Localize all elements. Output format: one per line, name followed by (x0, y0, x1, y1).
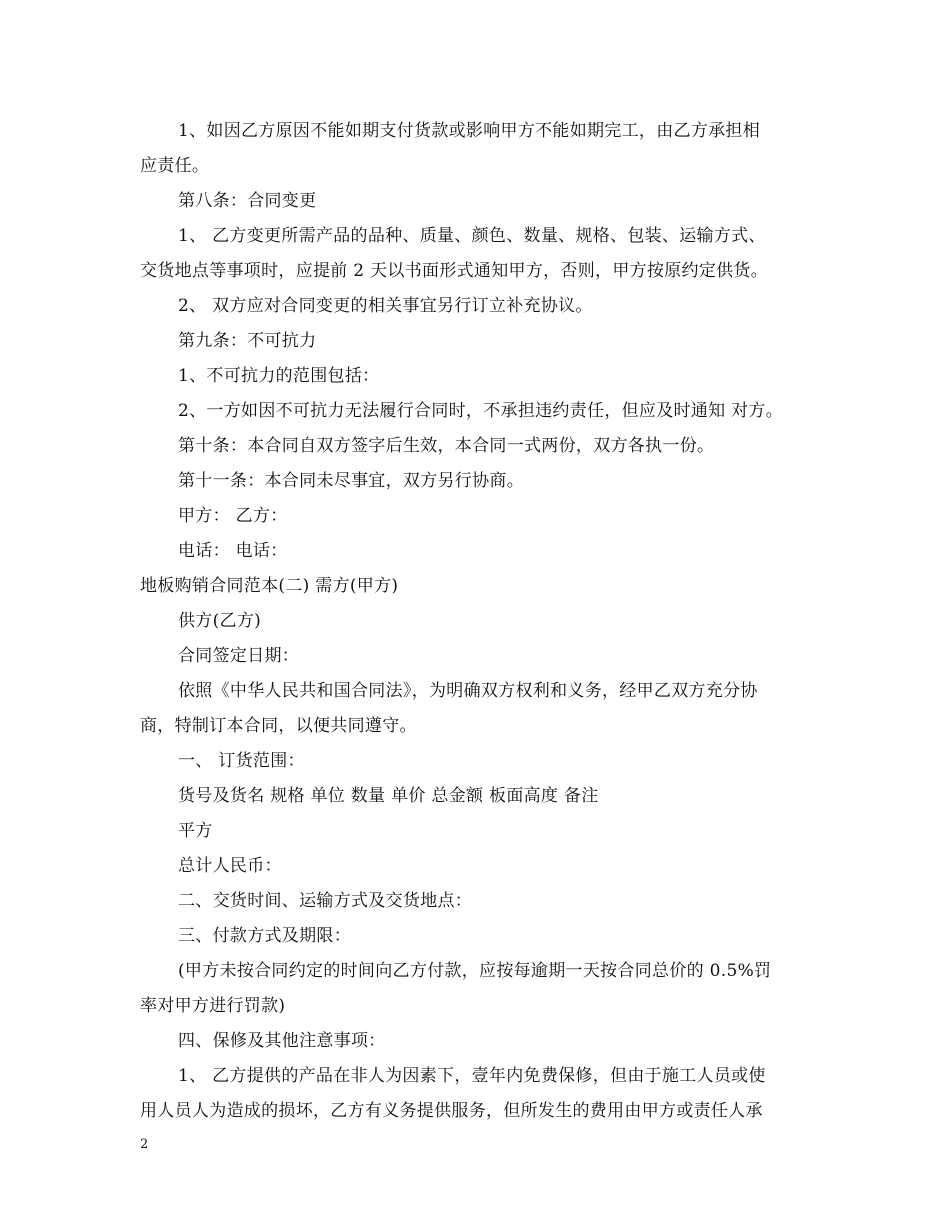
text-line: 1、 乙方提供的产品在非人为因素下，壹年内免费保修，但由于施工人员或使 (178, 1066, 766, 1086)
page-number: 2 (140, 1137, 149, 1152)
phone-line: 电话： 电话： (178, 541, 288, 561)
signature-line: 甲方： 乙方： (178, 506, 288, 526)
text-line: 第十条：本合同自双方签字后生效，本合同一式两份，双方各执一份。 (178, 436, 715, 456)
text-line: 1、 乙方变更所需产品的品种、质量、颜色、数量、规格、包装、运输方式、 (178, 226, 766, 246)
text-line: 平方 (178, 821, 213, 841)
text-line: 1、如因乙方原因不能如期支付货款或影响甲方不能如期完工，由乙方承担相 (178, 121, 761, 141)
section-heading: 四、保修及其他注意事项： (178, 1031, 386, 1051)
text-line: 应责任。 (140, 156, 210, 176)
text-line: 依照《中华人民共和国合同法》，为明确双方权利和义务，经甲乙双方充分协 (178, 681, 758, 701)
section-heading: 第九条：不可抗力 (178, 331, 317, 351)
text-line: 用人员人为造成的损坏，乙方有义务提供服务，但所发生的费用由甲方或责任人承 (140, 1101, 763, 1121)
text-line: (甲方未按合同约定的时间向乙方付款，应按每逾期一天按合同总价的 0.5%罚 (178, 961, 772, 981)
table-header-line: 货号及货名 规格 单位 数量 单价 总金额 板面高度 备注 (178, 786, 599, 806)
document-title: 地板购销合同范本(二) 需方(甲方) (140, 576, 399, 596)
text-line: 2、 双方应对合同变更的相关事宜另行订立补充协议。 (178, 296, 593, 316)
text-line: 1、不可抗力的范围包括： (178, 366, 380, 386)
section-heading: 一、 订货范围： (178, 751, 305, 771)
text-line: 商，特制订本合同，以便共同遵守。 (140, 716, 417, 736)
text-line: 2、一方如因不可抗力无法履行合同时，不承担违约责任，但应及时通知 对方。 (178, 401, 784, 421)
section-heading: 二、交货时间、运输方式及交货地点： (178, 891, 473, 911)
text-line: 率对甲方进行罚款) (140, 996, 286, 1016)
section-heading: 三、付款方式及期限： (178, 926, 351, 946)
text-line: 总计人民币： (178, 856, 282, 876)
text-line: 第十一条：本合同未尽事宜，双方另行协商。 (178, 471, 524, 491)
text-line: 交货地点等事项时，应提前 2 天以书面形式通知甲方，否则，甲方按原约定供货。 (140, 261, 769, 281)
section-heading: 第八条：合同变更 (178, 191, 317, 211)
text-line: 供方(乙方) (178, 611, 262, 631)
text-line: 合同签定日期： (178, 646, 300, 666)
